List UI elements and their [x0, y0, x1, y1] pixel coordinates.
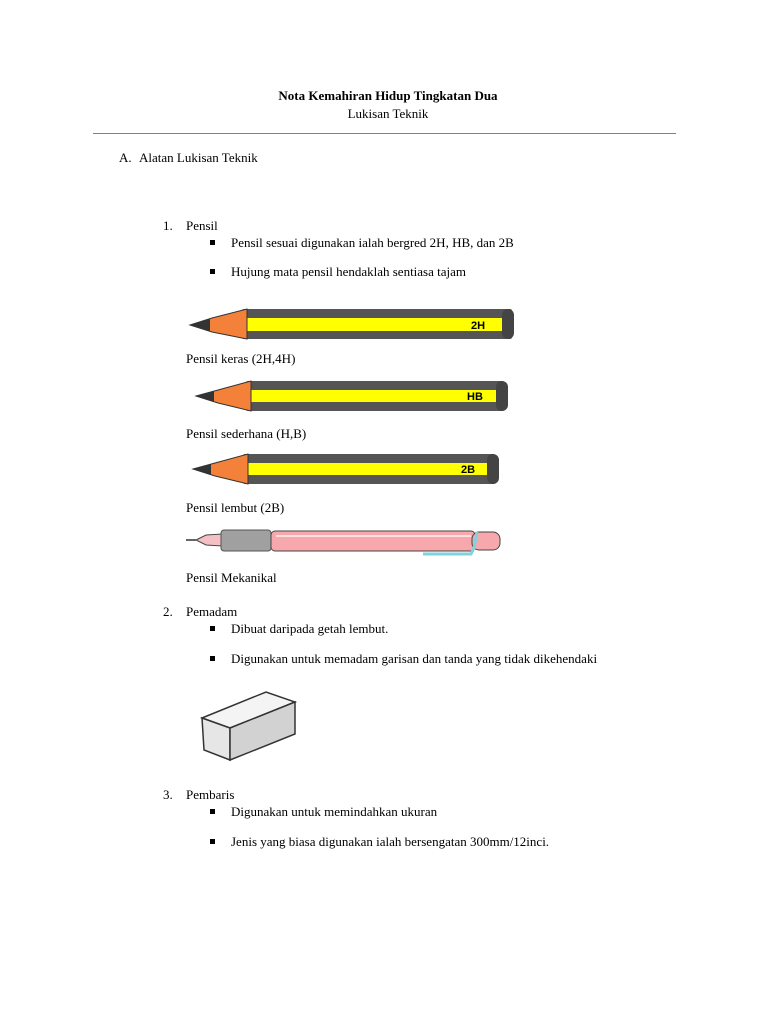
document-subtitle: Lukisan Teknik	[347, 106, 429, 121]
pencil-end	[487, 454, 499, 484]
pencil-caption: Pensil lembut (2B)	[186, 500, 285, 515]
pencil-caption: Pensil sederhana (H,B)	[186, 426, 307, 441]
bullet-item	[210, 264, 466, 280]
section-marker: A.	[119, 150, 132, 165]
bullet-item	[210, 651, 597, 667]
section-heading	[119, 150, 258, 166]
bullet-text: Digunakan untuk memindahkan ukuran	[231, 804, 438, 819]
item-marker: 3.	[163, 787, 173, 802]
item-pembaris	[163, 787, 234, 803]
document-title: Nota Kemahiran Hidup Tingkatan Dua	[278, 88, 498, 103]
item-pensil	[163, 218, 218, 234]
bullet-square-icon	[210, 839, 215, 844]
pencil-grade-label: 2B	[461, 464, 476, 476]
pencil-2b-illustration	[193, 453, 505, 485]
pencil-caption: Pensil keras (2H,4H)	[186, 351, 296, 366]
pencil-lead	[193, 464, 211, 475]
item-marker: 2.	[163, 604, 173, 619]
pencil-hb-illustration	[196, 379, 512, 413]
bullet-item	[210, 235, 514, 251]
bullet-item	[210, 621, 388, 637]
pencil-lead	[190, 319, 210, 331]
section-label: Alatan Lukisan Teknik	[139, 150, 258, 165]
item-label: Pensil	[186, 218, 218, 233]
bullet-text: Digunakan untuk memadam garisan dan tanda yang tidak dikehendaki	[231, 651, 598, 666]
bullet-text: Hujung mata pensil hendaklah sentiasa tajam	[231, 264, 467, 279]
item-marker: 1.	[163, 218, 173, 233]
bullet-square-icon	[210, 809, 215, 814]
pencil-grade-label: 2H	[471, 320, 486, 332]
mech-grip	[221, 530, 271, 551]
mechanical-pencil-caption: Pensil Mekanikal	[186, 570, 277, 585]
item-label: Pemadam	[186, 604, 238, 619]
eraser-illustration	[200, 690, 298, 762]
bullet-square-icon	[210, 656, 215, 661]
pencil-grade-label: HB	[467, 391, 483, 403]
pencil-2h-illustration	[190, 306, 520, 342]
item-pemadam	[163, 604, 237, 620]
bullet-square-icon	[210, 269, 215, 274]
pencil-end	[496, 381, 508, 411]
bullet-text: Jenis yang biasa digunakan ialah bersengatan 300mm/12inci.	[231, 834, 550, 849]
bullet-square-icon	[210, 626, 215, 631]
bullet-square-icon	[210, 240, 215, 245]
pencil-lead	[196, 391, 214, 402]
pencil-body	[243, 463, 487, 475]
mech-tip	[196, 534, 222, 546]
pencil-end	[502, 309, 514, 339]
mech-body	[271, 531, 475, 551]
bullet-text: Dibuat daripada getah lembut.	[231, 621, 389, 636]
bullet-item	[210, 804, 437, 820]
mechanical-pencil-illustration	[186, 527, 504, 561]
pencil-body	[246, 390, 496, 402]
header-divider	[93, 133, 676, 134]
item-label: Pembaris	[186, 787, 235, 802]
pencil-body	[242, 318, 502, 331]
bullet-item	[210, 834, 549, 850]
bullet-text: Pensil sesuai digunakan ialah bergred 2H, HB, dan 2B	[231, 235, 514, 250]
